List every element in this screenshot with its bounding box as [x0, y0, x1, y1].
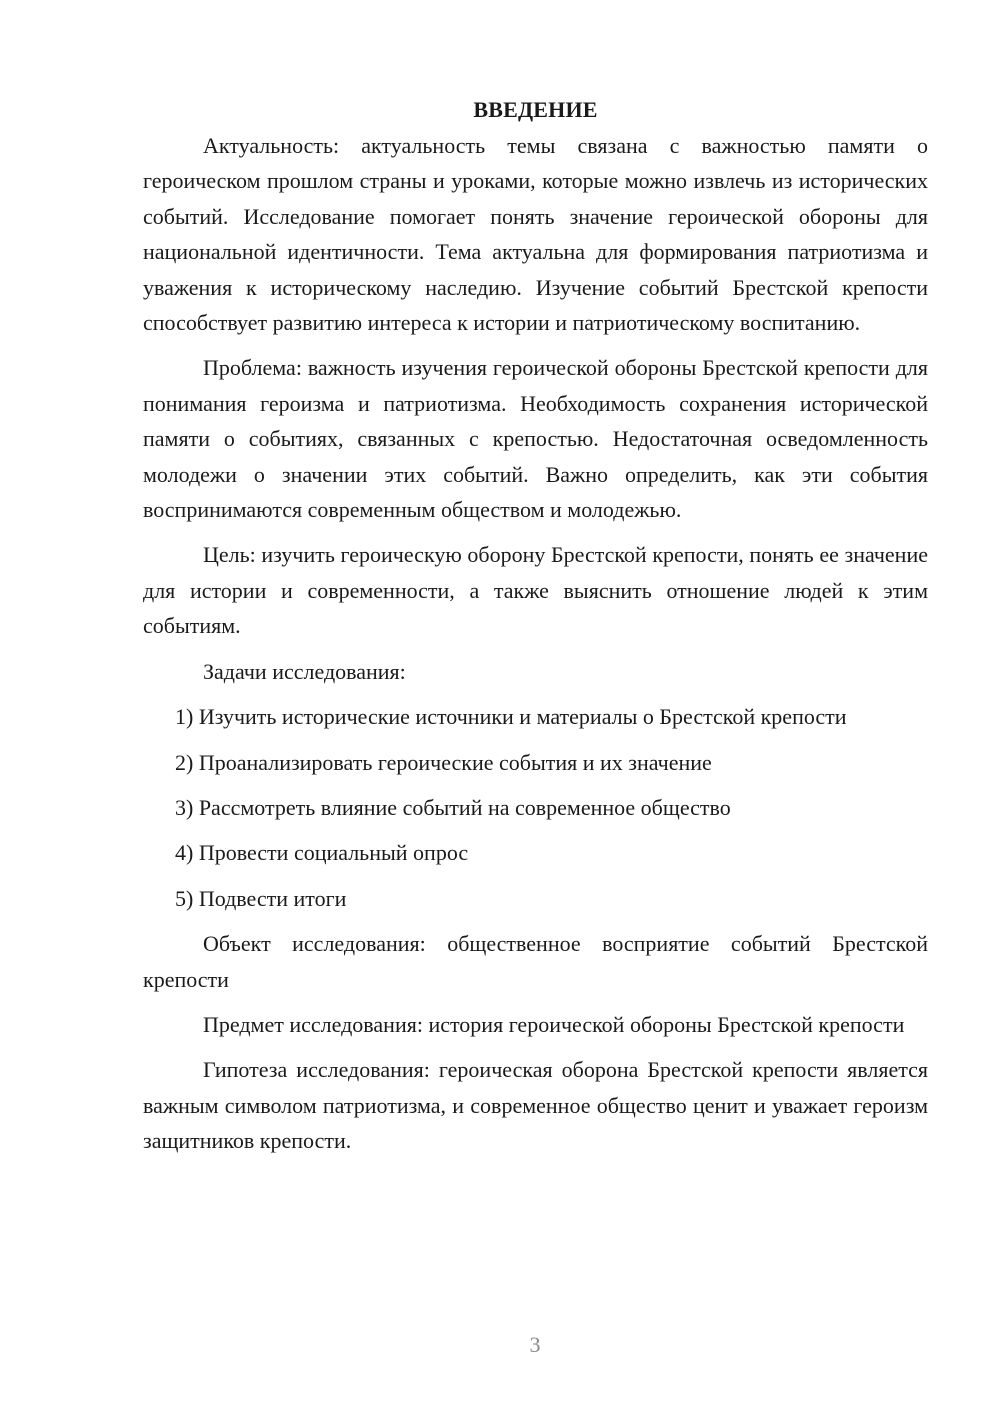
page-number: 3 — [529, 1332, 541, 1357]
task-item: 4) Провести социальный опрос — [175, 840, 469, 866]
task-item: 3) Рассмотреть влияние событий на современное общество — [175, 794, 731, 820]
tasks-heading: Задачи исследования: — [203, 658, 406, 684]
object-paragraph: Объект исследования: общественное восприятие событий Брестской крепости — [143, 931, 928, 992]
subject-paragraph: Предмет исследования: история героической обороны Брестской крепости — [203, 1011, 905, 1037]
task-item: 2) Проанализировать героические события и их значение — [175, 749, 712, 775]
problem-paragraph: Проблема: важность изучения героической обороны Брестской крепости для понимания героизма и патриотизма. Необходимость сохранения исторической памяти о событиях, связанных с крепостью. Недостаточная осведомленность молодежи о значении этих событий. Важно определить, как эти события воспринимаются современным обществом и молодежью. — [143, 355, 928, 523]
section-title: ВВЕДЕНИЕ — [473, 97, 598, 122]
goal-paragraph: Цель: изучить героическую оборону Брестской крепости, понять ее значение для истории и современности, а также выяснить отношение людей к этим событиям. — [143, 542, 928, 639]
tasks-list — [143, 699, 928, 916]
relevance-paragraph: Актуальность: актуальность темы связана с важностью памяти о героическом прошлом страны и уроками, которые можно извлечь из исторических событий. Исследование помогает понять значение героической обороны для национальной идентичности. Тема актуальна для формирования патриотизма и уважения к историческому наследию. Изучение событий Брестской крепости способствует развитию интереса к истории и патриотическому воспитанию. — [143, 133, 928, 336]
task-item: 5) Подвести итоги — [175, 885, 347, 911]
document-page — [143, 92, 928, 1169]
hypothesis-paragraph: Гипотеза исследования: героическая оборона Брестской крепости является важным символом патриотизма, и современное общество ценит и уважает героизм защитников крепости. — [143, 1057, 928, 1154]
task-item: 1) Изучить исторические источники и материалы о Брестской крепости — [175, 704, 847, 730]
